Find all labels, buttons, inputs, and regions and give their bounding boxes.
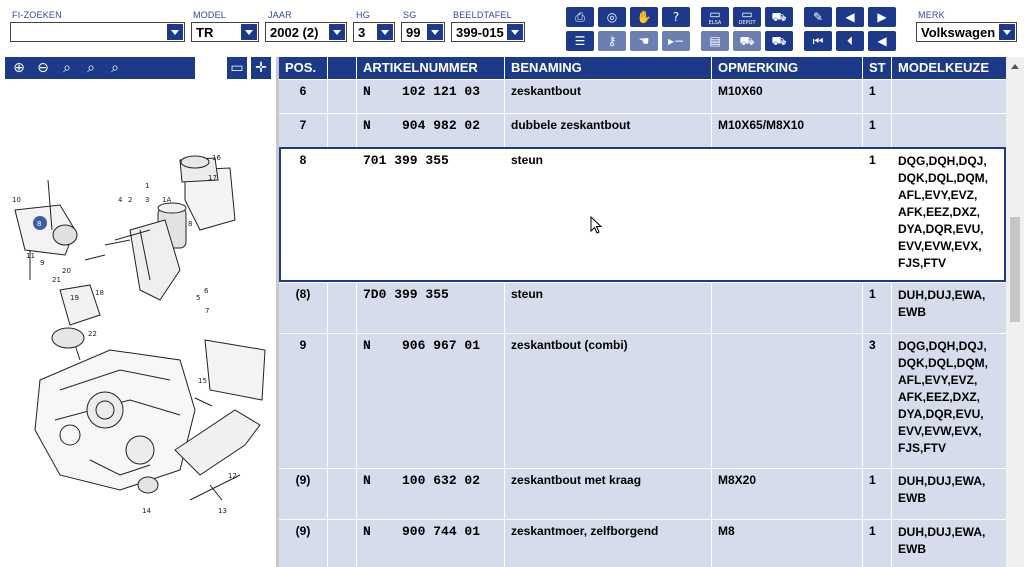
zoom-toolbar [5,57,195,79]
hand-icon: ☚ [638,34,650,48]
scroll-up-icon[interactable] [1006,57,1024,75]
cell-benaming: zeskantbout [505,80,712,113]
sg-label: SG [403,10,417,20]
arrow-minus-icon: ▸− [667,34,685,48]
previous-button[interactable] [868,31,896,51]
merk-select[interactable] [916,22,1017,42]
cell-benaming: zeskantbout met kraag [505,469,712,519]
cell-opmerking: M10X65/M8X10 [712,114,863,147]
callout-16: 16 [212,154,221,162]
cell-modelkeuze [892,114,1006,147]
cell-pos: (9) [279,469,328,519]
search-parts-button[interactable] [598,7,626,27]
col-st[interactable]: ST [863,57,892,79]
list-icon: ☰ [574,34,586,48]
cell-flag [328,520,357,567]
move-icon[interactable]: ✛ [251,57,271,79]
page-forward-icon: ▶ [877,10,887,24]
search-icon: ◎ [606,10,618,24]
beeldtafel-label: BEELDTAFEL [453,10,512,20]
zoom-in-icon[interactable]: ⊕ [13,60,25,76]
cell-benaming: zeskantbout (combi) [505,334,712,468]
zoom-fit-icon[interactable]: ⌕ [87,60,95,76]
key-button[interactable] [598,31,626,51]
cell-artikelnummer: 701 399 355 [357,149,505,280]
model-label: MODEL [193,10,227,20]
merk-value: Volkswagen [921,25,996,40]
merk-label: MERK [918,10,945,20]
key-icon: ⚷ [607,34,617,48]
parts-table [279,57,1006,567]
model-value: TR [196,25,214,40]
cell-modelkeuze: DUH,DUJ,EWA, EWB [898,525,986,556]
chevron-down-icon[interactable] [507,24,523,40]
cell-pos: 6 [279,80,328,113]
cell-st: 1 [863,520,892,567]
cell-flag [328,80,357,113]
sg-value: 99 [406,25,421,40]
callout-21: 21 [52,276,61,284]
col-benaming[interactable]: BENAMING [505,57,712,79]
handshake-icon: ✋ [636,10,652,24]
cell-modelkeuze: DUH,DUJ,EWA, EWB [898,288,986,319]
callout-22: 22 [88,330,97,338]
callout-1a: 1A [162,196,172,204]
cell-modelkeuze [892,80,1006,113]
cell-flag [328,114,357,147]
callout-7: 7 [205,307,210,315]
question-icon: ? [672,10,680,24]
add-cart-button[interactable] [765,31,793,51]
callout-4: 4 [118,196,123,204]
printer-icon: ⎙ [575,10,585,24]
cart-button[interactable] [765,7,793,27]
chevron-down-icon[interactable] [999,24,1015,40]
zoom-out-icon[interactable]: ⊖ [37,60,49,76]
cell-opmerking: M10X60 [712,80,863,113]
pin-icon: ✎ [812,10,824,24]
truck-icon: ⛟ [739,34,755,48]
beeldtafel-value: 399-015 [456,25,504,40]
chevron-down-icon[interactable] [167,24,183,40]
cell-artikelnummer: N 900 744 01 [357,520,505,567]
table-header [279,57,1006,79]
cell-opmerking: M8 [712,520,863,567]
cell-opmerking: M8X20 [712,469,863,519]
screen-button[interactable] [701,31,729,51]
callout-3: 3 [145,196,150,204]
step-back-icon: ⏴ [846,34,853,48]
model-select[interactable] [191,22,259,42]
cell-benaming: steun [505,283,712,333]
table-row[interactable] [279,333,1006,468]
col-pos[interactable]: POS. [279,57,328,79]
table-row[interactable] [279,79,1006,113]
cell-st: 1 [863,469,892,519]
cell-opmerking [712,283,863,333]
cell-flag [328,283,357,333]
screen-icon: ▤ [709,34,721,48]
cell-artikelnummer: N 100 632 02 [357,469,505,519]
table-row-selected[interactable] [279,147,1006,282]
pin-button[interactable] [804,7,832,27]
cell-pos: 7 [279,114,328,147]
prev-page-button[interactable] [836,7,864,27]
svg-text:8: 8 [37,220,42,228]
table-row[interactable] [279,519,1006,567]
callout-12: 12 [228,472,237,480]
callout-5: 5 [196,294,201,302]
cell-artikelnummer: 7D0 399 355 [357,283,505,333]
vertical-scrollbar[interactable] [1006,57,1024,567]
callout-2: 2 [128,196,133,204]
diagram-toolbar [0,57,275,79]
cell-pos: (9) [279,520,328,567]
arrow-minus-button[interactable] [662,31,690,51]
depot-button[interactable] [733,7,761,27]
callout-20: 20 [62,267,71,275]
callout-19: 19 [70,294,79,302]
cell-pos: 9 [279,334,328,468]
table-row[interactable] [279,113,1006,147]
transmission-mount-drawing [0,80,275,567]
jaar-value: 2002 (2) [270,25,319,40]
col-modelkeuze[interactable]: MODELKEUZE [898,60,989,75]
callout-1: 1 [145,182,150,190]
depot-label: DEPOT [738,20,756,26]
table-row[interactable] [279,282,1006,333]
print-button[interactable] [566,7,594,27]
callout-9: 9 [40,259,45,267]
elsa-button[interactable] [701,7,729,27]
cell-benaming: zeskantmoer, zelfborgend [505,520,712,567]
callout-10: 10 [12,196,21,204]
chevron-down-icon[interactable] [241,24,257,40]
col-opmerking[interactable]: OPMERKING [712,57,863,79]
window-icon[interactable]: ▭ [227,57,247,79]
col-artikelnummer[interactable]: ARTIKELNUMMER [357,57,505,79]
col-flag[interactable] [328,57,357,79]
cell-st: 1 [863,80,892,113]
table-row[interactable] [279,468,1006,519]
handshake-button[interactable] [630,7,658,27]
cell-artikelnummer: N 904 982 02 [357,114,505,147]
top-toolbar [0,0,1024,56]
mouse-cursor-icon [590,216,604,236]
zoom-reset-icon[interactable]: ⌕ [111,60,119,76]
back-button[interactable] [836,31,864,51]
cell-modelkeuze: DUH,DUJ,EWA, EWB [898,474,986,505]
cell-pos: 8 [279,149,328,280]
zoom-area-icon[interactable]: ⌕ [63,60,71,76]
hg-label: HG [356,10,370,20]
cell-opmerking [712,334,863,468]
callout-17: 17 [208,174,217,182]
cart-icon: ⛟ [771,10,787,24]
callout-13: 13 [218,507,227,515]
cell-modelkeuze: DQG,DQH,DQJ, DQK,DQL,DQM, AFL,EVY,EVZ, AFK,EEZ,DXZ, DYA,DQR,EVU, EVV,EVW,EVX, FJS,FTV [898,339,988,455]
first-button[interactable] [804,31,832,51]
scroll-thumb[interactable] [1010,217,1020,322]
jaar-select[interactable] [265,22,347,42]
callout-15: 15 [198,377,207,385]
beeldtafel-select[interactable] [451,22,525,42]
first-icon: ⏮ [812,34,824,48]
cell-benaming: dubbele zeskantbout [505,114,712,147]
fi-zoeken-label: FI-ZOEKEN [12,10,62,20]
cell-modelkeuze: DQG,DQH,DQJ, DQK,DQL,DQM, AFL,EVY,EVZ, AFK,EEZ,DXZ, DYA,DQR,EVU, EVV,EVW,EVX, FJS,FTV [898,154,988,270]
cell-opmerking [712,149,863,280]
truck-button[interactable] [733,31,761,51]
question-button[interactable] [662,7,690,27]
elsa-label: ELSA [708,20,722,26]
callout-8: 8 [188,220,193,228]
cell-st: 1 [863,149,892,280]
monitor-icon: ▭ [709,7,721,21]
next-page-button[interactable] [868,7,896,27]
cart-add-icon: ⛟ [771,34,787,48]
cell-benaming: steun [505,149,712,280]
callout-14: 14 [142,507,151,515]
cell-st: 1 [863,283,892,333]
hand-button[interactable] [630,31,658,51]
monitor-icon: ▭ [741,7,753,21]
triangle-left-icon: ◀ [877,34,887,48]
cell-flag [328,334,357,468]
chevron-down-icon[interactable] [377,24,393,40]
callout-18: 18 [95,289,104,297]
jaar-label: JAAR [268,10,292,20]
page-back-icon: ◀ [845,10,855,24]
cell-flag [328,469,357,519]
chevron-down-icon[interactable] [427,24,443,40]
cell-st: 3 [863,334,892,468]
cell-flag [328,149,357,280]
fi-zoeken-select[interactable] [10,22,185,42]
callout-6: 6 [204,287,209,295]
cell-pos: (8) [279,283,328,333]
cell-artikelnummer: N 102 121 03 [357,80,505,113]
hg-select[interactable] [353,22,395,42]
sg-select[interactable] [401,22,445,42]
callout-11: 11 [26,252,35,260]
hg-value: 3 [358,25,366,40]
chevron-down-icon[interactable] [329,24,345,40]
exploded-view-diagram [0,80,275,567]
cell-st: 1 [863,114,892,147]
cell-artikelnummer: N 906 967 01 [357,334,505,468]
list-button[interactable] [566,31,594,51]
